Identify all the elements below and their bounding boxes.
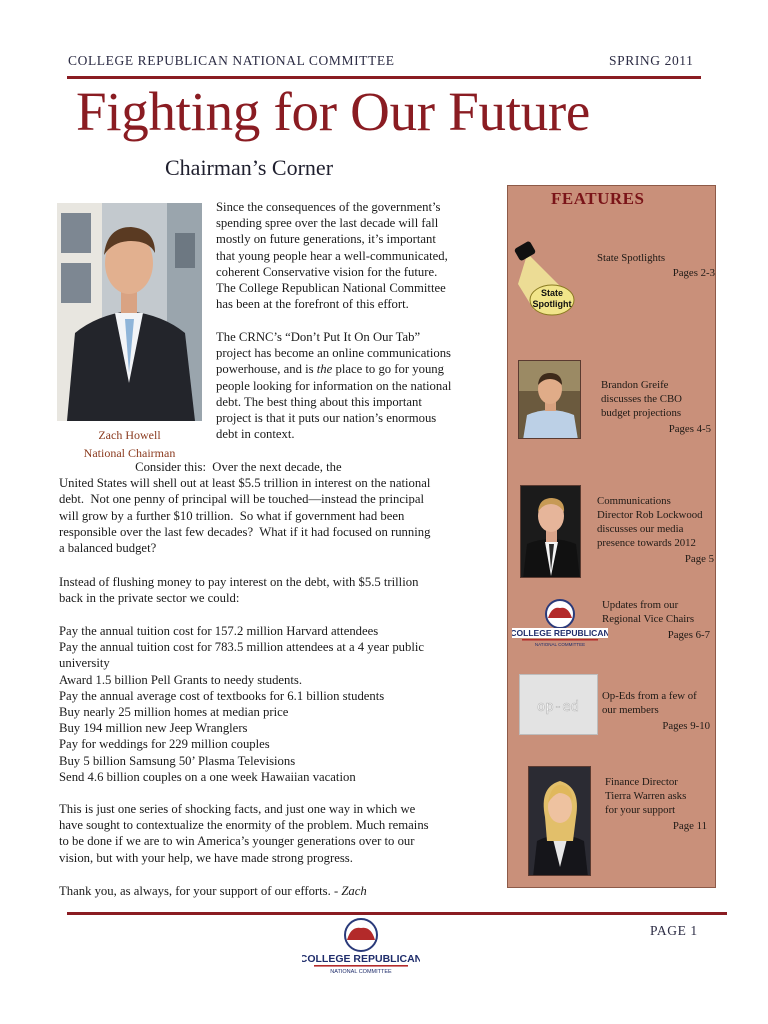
feature-3-text <box>597 494 703 550</box>
issue-date: SPRING 2011 <box>609 53 694 68</box>
feature-2-line: discusses the CBO <box>601 393 682 405</box>
para3-line: will grow by a further $10 trillion. So what if government had been <box>59 508 405 523</box>
list-item-line: Pay the annual tuition cost for 783.5 million attendees at a 4 year public <box>59 640 425 655</box>
para3-line: debt. Not one penny of principal will be touched—instead the principal <box>59 492 425 507</box>
feature-3-line: presence towards 2012 <box>597 537 696 549</box>
para1-line: Since the consequences of the government’s <box>216 200 441 214</box>
list-item-line: Buy 5 billion Samsung 50’ Plasma Televisions <box>59 753 296 768</box>
chairman-photo <box>57 203 202 421</box>
feature-1-text <box>597 251 665 265</box>
newsletter-title: Fighting for Our Future <box>76 81 591 142</box>
header-rule <box>67 76 701 79</box>
org-name: COLLEGE REPUBLICAN NATIONAL COMMITTEE <box>68 53 395 68</box>
oped-graphic <box>519 674 598 735</box>
para5-line: have sought to contextualize the enormity of the problem. Much remains <box>59 818 429 833</box>
para2-segment: place to go for young <box>332 362 444 377</box>
feature-5-text <box>602 689 697 717</box>
closing-line <box>59 883 367 899</box>
para5-line: vision, but with your help, we have made strong progress. <box>59 850 353 865</box>
para5-line: This is just one series of shocking facts, and just one way in which we <box>59 802 416 816</box>
para1-line: has been at the forefront of this effort. <box>216 297 409 312</box>
signature: Zach <box>341 884 367 898</box>
para2-line <box>216 361 451 377</box>
feature-1-pages: Pages 2-3 <box>672 267 715 279</box>
crnc-logo-sidebar-line-1: COLLEGE REPUBLICAN <box>512 628 608 638</box>
para2-line <box>216 345 451 361</box>
para2-segment: the <box>316 362 333 377</box>
para3-line: Consider this: Over the next decade, the <box>59 460 342 474</box>
spotlight-badge-line-2: Spotlight <box>532 299 572 309</box>
features-title: FEATURES <box>551 189 645 208</box>
list-item-line: Award 1.5 billion Pell Grants to needy students. <box>59 672 303 687</box>
page-number: PAGE 1 <box>650 923 698 938</box>
feature-6-text <box>605 775 686 817</box>
list-item-line: Pay the annual average cost of textbooks for 6.1 billion students <box>59 688 385 703</box>
section-title: Chairman’s Corner <box>165 155 334 180</box>
para2-segment: project is that it puts our nation’s enormous <box>216 411 437 426</box>
para2-line <box>216 329 451 345</box>
feature-6-line: Tierra Warren asks <box>605 790 687 802</box>
list-item-line: Send 4.6 billion couples on a one week Hawaiian vacation <box>59 769 356 784</box>
feature-4-line: Updates from our <box>602 599 679 611</box>
para1-line: The College Republican National Committee <box>216 281 446 296</box>
para1-line: that young people hear a well-communicated, <box>216 248 448 263</box>
feature-2-text <box>601 378 682 420</box>
crnc-logo-sidebar-line-2: NATIONAL COMMITTEE <box>534 642 586 647</box>
para3-line: a balanced budget? <box>59 541 157 556</box>
feature-1-line: State Spotlights <box>597 252 666 264</box>
feature-3-line: discusses our media <box>597 523 684 535</box>
tierra-photo <box>528 766 591 876</box>
article-para-2 <box>216 329 451 442</box>
chairman-name: Zach Howell <box>98 428 161 442</box>
rob-photo <box>520 485 581 578</box>
feature-2-pages: Pages 4-5 <box>668 423 711 435</box>
closing-text: Thank you, as always, for your support of our efforts. - <box>59 884 342 898</box>
para1-line: mostly on future generations, it’s important <box>216 232 436 247</box>
para5-line: to be done if we are to win America’s younger generations over to our <box>59 834 415 849</box>
para2-segment: debt. The best thing about this important <box>216 394 422 409</box>
article-para-4 <box>59 574 418 606</box>
para2-segment: project has become an online communications <box>216 346 451 361</box>
para4-line: back in the private sector we could: <box>59 591 240 606</box>
spending-list <box>59 623 424 785</box>
list-item-line: Pay the annual tuition cost for 157.2 million Harvard attendees <box>59 624 379 638</box>
chairman-role: National Chairman <box>83 446 176 460</box>
para2-line <box>216 426 451 442</box>
para2-segment: The CRNC’s “Don’t Put It On Our Tab” <box>216 330 421 344</box>
feature-2-line: Brandon Greife <box>601 379 669 391</box>
list-item-line: university <box>59 656 110 671</box>
para2-line <box>216 394 451 410</box>
feature-5-pages: Pages 9-10 <box>662 720 710 732</box>
feature-6-line: for your support <box>605 804 676 816</box>
feature-3-line: Director Rob Lockwood <box>597 509 703 521</box>
para3-line: United States will shell out at least $5.5 trillion in interest on the national <box>59 476 431 491</box>
para3-line: responsible over the last few decades? What if it had focused on running <box>59 524 431 539</box>
feature-4-pages: Pages 6-7 <box>667 629 710 641</box>
para4-line: Instead of flushing money to pay interest on the debt, with $5.5 trillion <box>59 575 419 589</box>
para2-segment: debt in context. <box>216 427 295 442</box>
feature-3-pages: Page 5 <box>684 553 714 565</box>
article-para-3 <box>59 459 430 556</box>
list-item-line: Buy 194 million new Jeep Wranglers <box>59 721 248 736</box>
feature-6-pages: Page 11 <box>672 820 707 832</box>
feature-6-line: Finance Director <box>605 776 678 788</box>
spotlight-badge-line-1: State <box>540 288 564 298</box>
para2-line <box>216 410 451 426</box>
crnc-logo-sidebar <box>512 598 608 648</box>
para2-segment: powerhouse, and is <box>216 362 317 377</box>
feature-4-text <box>602 598 694 626</box>
para2-line <box>216 378 451 394</box>
para1-line: coherent Conservative vision for the future. <box>216 264 438 279</box>
article-para-1 <box>216 199 448 312</box>
feature-4-line: Regional Vice Chairs <box>602 613 695 625</box>
footer-rule <box>67 912 727 915</box>
article-para-5 <box>59 801 429 866</box>
crnc-logo-footer <box>302 917 420 975</box>
feature-2-line: budget projections <box>601 407 682 419</box>
spotlight-graphic <box>512 238 592 318</box>
oped-badge: op-ed <box>536 699 580 715</box>
crnc-logo-footer-line-1: COLLEGE REPUBLICAN <box>302 953 420 965</box>
feature-5-line: our members <box>602 704 659 716</box>
list-item-line: Pay for weddings for 229 million couples <box>59 737 270 752</box>
feature-5-line: Op-Eds from a few of <box>602 690 697 702</box>
para2-segment: people looking for information on the national <box>216 378 452 393</box>
feature-3-line: Communications <box>597 495 671 507</box>
para1-line: spending spree over the last decade will fall <box>216 216 439 231</box>
crnc-logo-footer-line-2: NATIONAL COMMITTEE <box>330 969 392 975</box>
list-item-line: Buy nearly 25 million homes at median price <box>59 705 289 720</box>
brandon-photo <box>518 360 581 439</box>
